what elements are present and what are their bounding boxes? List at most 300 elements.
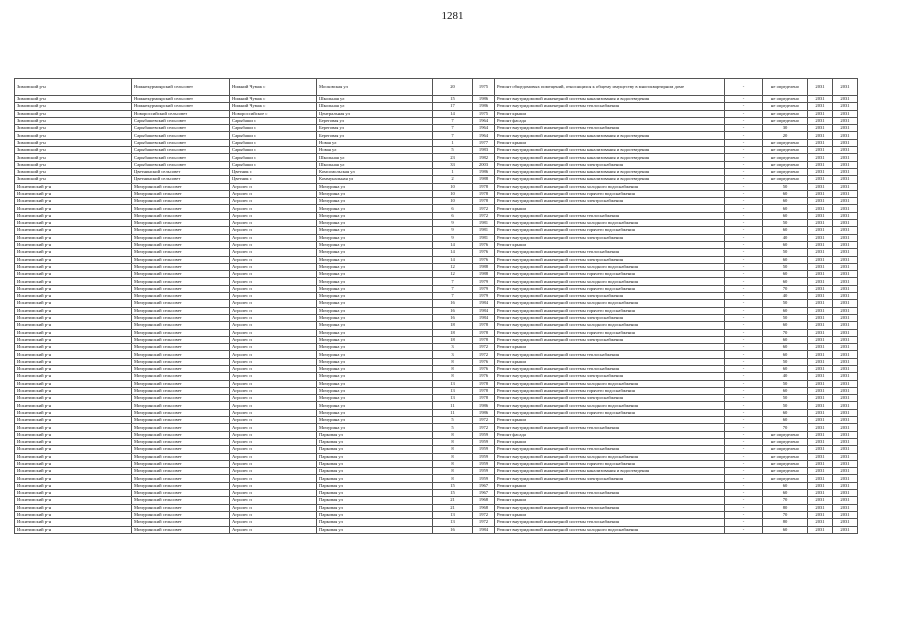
- year-built-cell: 1986: [473, 96, 495, 103]
- year-built-cell: 1959: [473, 475, 495, 482]
- settlement-cell: Мичуринский сельсовет: [132, 497, 230, 504]
- year-built-cell: 1976: [473, 365, 495, 372]
- street-cell: Мичурина ул: [317, 263, 433, 270]
- amount-cell: 70: [763, 329, 808, 336]
- street-cell: Мичурина ул: [317, 241, 433, 248]
- house-cell: 13: [433, 519, 473, 526]
- house-cell: 18: [433, 336, 473, 343]
- house-cell: 14: [433, 241, 473, 248]
- settlement-cell: Мичуринский сельсовет: [132, 446, 230, 453]
- year-end-cell: 2031: [833, 220, 858, 227]
- year-start-cell: 2031: [808, 132, 833, 139]
- house-cell: 8: [433, 365, 473, 372]
- year-start-cell: 2031: [808, 380, 833, 387]
- year-built-cell: 1984: [473, 307, 495, 314]
- amount-cell: не определено: [763, 453, 808, 460]
- district-cell: Зимовский р-н: [15, 117, 132, 124]
- locality-cell: Новороссийское с: [230, 110, 317, 117]
- year-start-cell: 2031: [808, 468, 833, 475]
- table-row: [15, 431, 858, 438]
- dash-cell: -: [725, 519, 763, 526]
- table-row: [15, 351, 858, 358]
- house-cell: 20: [433, 79, 473, 96]
- year-start-cell: 2031: [808, 307, 833, 314]
- settlement-cell: Мичуринский сельсовет: [132, 402, 230, 409]
- street-cell: Мичурина ул: [317, 387, 433, 394]
- amount-cell: не определено: [763, 79, 808, 96]
- table-row: [15, 511, 858, 518]
- year-end-cell: 2031: [833, 234, 858, 241]
- house-cell: 11: [433, 409, 473, 416]
- district-cell: Искитимский р-н: [15, 519, 132, 526]
- table-row: [15, 241, 858, 248]
- year-start-cell: 2031: [808, 490, 833, 497]
- district-cell: Искитимский р-н: [15, 402, 132, 409]
- locality-cell: Агролес п: [230, 387, 317, 394]
- table-row: [15, 314, 858, 321]
- table-row: [15, 103, 858, 110]
- year-end-cell: 2031: [833, 125, 858, 132]
- settlement-cell: Мичуринский сельсовет: [132, 475, 230, 482]
- settlement-cell: Мичуринский сельсовет: [132, 526, 230, 533]
- house-cell: 6: [433, 212, 473, 219]
- street-cell: Мичурина ул: [317, 249, 433, 256]
- amount-cell: 60: [763, 490, 808, 497]
- year-built-cell: 1984: [473, 314, 495, 321]
- year-end-cell: 2031: [833, 139, 858, 146]
- amount-cell: 50: [763, 402, 808, 409]
- street-cell: Мичурина ул: [317, 351, 433, 358]
- locality-cell: Агролес п: [230, 322, 317, 329]
- amount-cell: не определено: [763, 154, 808, 161]
- house-cell: 8: [433, 431, 473, 438]
- amount-cell: 60: [763, 526, 808, 533]
- work-type-cell: Ремонт внутридомовой инженерной системы канализования и водоотведения: [495, 154, 725, 161]
- street-cell: Мичурина ул: [317, 307, 433, 314]
- locality-cell: Агролес п: [230, 380, 317, 387]
- district-cell: Искитимский р-н: [15, 351, 132, 358]
- dash-cell: -: [725, 329, 763, 336]
- street-cell: Мичурина ул: [317, 278, 433, 285]
- table-row: [15, 497, 858, 504]
- settlement-cell: Мичуринский сельсовет: [132, 256, 230, 263]
- work-type-cell: Ремонт внутридомовой инженерной системы холодного водоснабжения: [495, 263, 725, 270]
- settlement-cell: Нижнекурмоярский сельсовет: [132, 103, 230, 110]
- year-start-cell: 2031: [808, 460, 833, 467]
- amount-cell: не определено: [763, 110, 808, 117]
- dash-cell: -: [725, 271, 763, 278]
- dash-cell: -: [725, 132, 763, 139]
- street-cell: Центральная ул: [317, 110, 433, 117]
- page-number: 1281: [441, 10, 464, 22]
- year-end-cell: 2031: [833, 424, 858, 431]
- locality-cell: Агролес п: [230, 300, 317, 307]
- year-built-cell: 1978: [473, 190, 495, 197]
- street-cell: Береговая ул: [317, 117, 433, 124]
- work-type-cell: Ремонт внутридомовой инженерной системы горячего водоснабжения: [495, 285, 725, 292]
- year-built-cell: 1972: [473, 205, 495, 212]
- amount-cell: 50: [763, 183, 808, 190]
- dash-cell: -: [725, 103, 763, 110]
- street-cell: Парковая ул: [317, 438, 433, 445]
- settlement-cell: Сарыбашевский сельсовет: [132, 117, 230, 124]
- work-type-cell: Ремонт внутридомовой инженерной системы теплоснабжения: [495, 103, 725, 110]
- amount-cell: 50: [763, 300, 808, 307]
- year-start-cell: 2031: [808, 176, 833, 183]
- year-built-cell: 1978: [473, 183, 495, 190]
- table-row: [15, 132, 858, 139]
- amount-cell: 70: [763, 497, 808, 504]
- work-type-cell: Ремонт крыши: [495, 241, 725, 248]
- work-type-cell: Ремонт крыши: [495, 358, 725, 365]
- work-type-cell: Ремонт внутридомовой инженерной системы теплоснабжения: [495, 490, 725, 497]
- year-built-cell: 1975: [473, 79, 495, 96]
- settlement-cell: Мичуринский сельсовет: [132, 249, 230, 256]
- work-type-cell: Ремонт крыши: [495, 438, 725, 445]
- table-row: [15, 234, 858, 241]
- year-start-cell: 2031: [808, 497, 833, 504]
- house-cell: 16: [433, 314, 473, 321]
- house-cell: 9: [433, 234, 473, 241]
- year-start-cell: 2031: [808, 285, 833, 292]
- amount-cell: не определено: [763, 96, 808, 103]
- settlement-cell: Мичуринский сельсовет: [132, 241, 230, 248]
- year-end-cell: 2031: [833, 212, 858, 219]
- dash-cell: -: [725, 241, 763, 248]
- year-built-cell: 1959: [473, 431, 495, 438]
- year-start-cell: 2031: [808, 154, 833, 161]
- table-row: [15, 190, 858, 197]
- year-built-cell: 1976: [473, 256, 495, 263]
- table-row: [15, 504, 858, 511]
- street-cell: Парковая ул: [317, 482, 433, 489]
- district-cell: Искитимский р-н: [15, 446, 132, 453]
- work-type-cell: Ремонт общедомовых помещений, относящихся к общему имуществу в многоквартирном доме: [495, 79, 725, 96]
- amount-cell: 50: [763, 220, 808, 227]
- district-cell: Искитимский р-н: [15, 271, 132, 278]
- dash-cell: -: [725, 468, 763, 475]
- settlement-cell: Мичуринский сельсовет: [132, 234, 230, 241]
- settlement-cell: Мичуринский сельсовет: [132, 271, 230, 278]
- work-type-cell: Ремонт внутридомовой инженерной системы теплоснабжения: [495, 125, 725, 132]
- work-type-cell: Ремонт фасада: [495, 431, 725, 438]
- work-type-cell: Ремонт внутридомовой инженерной системы холодного водоснабжения: [495, 322, 725, 329]
- year-end-cell: 2031: [833, 431, 858, 438]
- work-type-cell: Ремонт внутридомовой инженерной системы канализования и водоотведения: [495, 176, 725, 183]
- year-start-cell: 2031: [808, 198, 833, 205]
- year-start-cell: 2031: [808, 504, 833, 511]
- street-cell: Мичурина ул: [317, 329, 433, 336]
- year-built-cell: 1979: [473, 293, 495, 300]
- locality-cell: Агролес п: [230, 358, 317, 365]
- street-cell: Парковая ул: [317, 504, 433, 511]
- amount-cell: 50: [763, 380, 808, 387]
- house-cell: 16: [433, 307, 473, 314]
- district-cell: Искитимский р-н: [15, 511, 132, 518]
- settlement-cell: Мичуринский сельсовет: [132, 417, 230, 424]
- dash-cell: -: [725, 183, 763, 190]
- year-end-cell: 2031: [833, 154, 858, 161]
- settlement-cell: Мичуринский сельсовет: [132, 431, 230, 438]
- year-start-cell: 2031: [808, 526, 833, 533]
- year-built-cell: 1982: [473, 154, 495, 161]
- dash-cell: -: [725, 460, 763, 467]
- house-cell: 21: [433, 504, 473, 511]
- locality-cell: Агролес п: [230, 234, 317, 241]
- street-cell: Мичурина ул: [317, 409, 433, 416]
- settlement-cell: Мичуринский сельсовет: [132, 329, 230, 336]
- year-built-cell: 1975: [473, 110, 495, 117]
- year-start-cell: 2031: [808, 453, 833, 460]
- year-end-cell: 2031: [833, 183, 858, 190]
- year-end-cell: 2031: [833, 227, 858, 234]
- dash-cell: -: [725, 446, 763, 453]
- year-end-cell: 2031: [833, 314, 858, 321]
- amount-cell: не определено: [763, 139, 808, 146]
- year-built-cell: 1967: [473, 482, 495, 489]
- district-cell: Зимовский р-н: [15, 103, 132, 110]
- house-cell: 8: [433, 475, 473, 482]
- locality-cell: Агролес п: [230, 278, 317, 285]
- street-cell: Мичурина ул: [317, 220, 433, 227]
- district-cell: Зимовский р-н: [15, 176, 132, 183]
- settlement-cell: Мичуринский сельсовет: [132, 358, 230, 365]
- year-end-cell: 2031: [833, 176, 858, 183]
- table-row: [15, 147, 858, 154]
- table-row: [15, 395, 858, 402]
- year-built-cell: 1959: [473, 446, 495, 453]
- dash-cell: -: [725, 358, 763, 365]
- year-end-cell: 2031: [833, 205, 858, 212]
- street-cell: Парковая ул: [317, 453, 433, 460]
- locality-cell: Агролес п: [230, 241, 317, 248]
- year-start-cell: 2031: [808, 329, 833, 336]
- dash-cell: -: [725, 438, 763, 445]
- year-start-cell: 2031: [808, 344, 833, 351]
- street-cell: Парковая ул: [317, 431, 433, 438]
- settlement-cell: Мичуринский сельсовет: [132, 468, 230, 475]
- year-start-cell: 2031: [808, 271, 833, 278]
- year-built-cell: 1972: [473, 212, 495, 219]
- year-start-cell: 2031: [808, 220, 833, 227]
- year-end-cell: 2031: [833, 249, 858, 256]
- street-cell: Мичурина ул: [317, 234, 433, 241]
- settlement-cell: Мичуринский сельсовет: [132, 380, 230, 387]
- amount-cell: 60: [763, 336, 808, 343]
- district-cell: Зимовский р-н: [15, 139, 132, 146]
- table-row: [15, 365, 858, 372]
- house-cell: 10: [433, 183, 473, 190]
- year-end-cell: 2031: [833, 504, 858, 511]
- locality-cell: Сарыбаши с: [230, 147, 317, 154]
- district-cell: Искитимский р-н: [15, 468, 132, 475]
- street-cell: Коммунальная ул: [317, 176, 433, 183]
- table-row: [15, 519, 858, 526]
- work-type-cell: Ремонт крыши: [495, 205, 725, 212]
- dash-cell: -: [725, 453, 763, 460]
- year-start-cell: 2031: [808, 212, 833, 219]
- house-cell: 7: [433, 285, 473, 292]
- year-end-cell: 2031: [833, 103, 858, 110]
- dash-cell: -: [725, 402, 763, 409]
- locality-cell: Агролес п: [230, 468, 317, 475]
- street-cell: Парковая ул: [317, 511, 433, 518]
- dash-cell: -: [725, 96, 763, 103]
- amount-cell: не определено: [763, 446, 808, 453]
- locality-cell: Агролес п: [230, 212, 317, 219]
- year-built-cell: 1978: [473, 387, 495, 394]
- table-row: [15, 468, 858, 475]
- table-row: [15, 526, 858, 533]
- district-cell: Зимовский р-н: [15, 147, 132, 154]
- year-end-cell: 2031: [833, 132, 858, 139]
- year-start-cell: 2031: [808, 438, 833, 445]
- district-cell: Искитимский р-н: [15, 475, 132, 482]
- locality-cell: Агролес п: [230, 256, 317, 263]
- table-row: [15, 271, 858, 278]
- settlement-cell: Мичуринский сельсовет: [132, 438, 230, 445]
- house-cell: 8: [433, 373, 473, 380]
- year-built-cell: 1986: [473, 402, 495, 409]
- work-type-cell: Ремонт внутридомовой инженерной системы горячего водоснабжения: [495, 307, 725, 314]
- year-start-cell: 2031: [808, 234, 833, 241]
- district-cell: Искитимский р-н: [15, 256, 132, 263]
- year-end-cell: 2031: [833, 475, 858, 482]
- street-cell: Школьная ул: [317, 96, 433, 103]
- year-built-cell: 1979: [473, 285, 495, 292]
- work-type-cell: Ремонт крыши: [495, 110, 725, 117]
- work-type-cell: Ремонт внутридомовой инженерной системы канализования и водоотведения: [495, 168, 725, 175]
- locality-cell: Агролес п: [230, 344, 317, 351]
- work-type-cell: Ремонт внутридомовой инженерной системы теплоснабжения: [495, 504, 725, 511]
- year-start-cell: 2031: [808, 314, 833, 321]
- settlement-cell: Мичуринский сельсовет: [132, 212, 230, 219]
- dash-cell: -: [725, 314, 763, 321]
- year-start-cell: 2031: [808, 190, 833, 197]
- district-cell: Зимовский р-н: [15, 168, 132, 175]
- house-cell: 3: [433, 344, 473, 351]
- amount-cell: 70: [763, 511, 808, 518]
- year-start-cell: 2031: [808, 409, 833, 416]
- locality-cell: Агролес п: [230, 373, 317, 380]
- year-built-cell: 1988: [473, 176, 495, 183]
- district-cell: Искитимский р-н: [15, 234, 132, 241]
- work-type-cell: Ремонт крыши: [495, 139, 725, 146]
- house-cell: 14: [433, 249, 473, 256]
- year-start-cell: 2031: [808, 147, 833, 154]
- work-type-cell: Ремонт внутридомовой инженерной системы канализования и водоотведения: [495, 147, 725, 154]
- district-cell: Искитимский р-н: [15, 460, 132, 467]
- year-start-cell: 2031: [808, 103, 833, 110]
- street-cell: Мичурина ул: [317, 402, 433, 409]
- dash-cell: -: [725, 117, 763, 124]
- year-start-cell: 2031: [808, 402, 833, 409]
- amount-cell: 70: [763, 424, 808, 431]
- house-cell: 15: [433, 96, 473, 103]
- year-built-cell: 1978: [473, 198, 495, 205]
- district-cell: Искитимский р-н: [15, 249, 132, 256]
- amount-cell: не определено: [763, 168, 808, 175]
- locality-cell: Агролес п: [230, 460, 317, 467]
- amount-cell: 80: [763, 504, 808, 511]
- district-cell: Искитимский р-н: [15, 241, 132, 248]
- locality-cell: Агролес п: [230, 497, 317, 504]
- year-end-cell: 2031: [833, 395, 858, 402]
- work-type-cell: Ремонт внутридомовой инженерной системы горячего водоснабжения: [495, 409, 725, 416]
- year-built-cell: 1972: [473, 519, 495, 526]
- house-cell: 15: [433, 482, 473, 489]
- year-built-cell: 1983: [473, 147, 495, 154]
- settlement-cell: Мичуринский сельсовет: [132, 307, 230, 314]
- table-row: [15, 168, 858, 175]
- dash-cell: -: [725, 249, 763, 256]
- year-end-cell: 2031: [833, 190, 858, 197]
- house-cell: 12: [433, 263, 473, 270]
- year-start-cell: 2031: [808, 263, 833, 270]
- district-cell: Искитимский р-н: [15, 380, 132, 387]
- year-built-cell: 1964: [473, 125, 495, 132]
- work-type-cell: Ремонт внутридомовой инженерной системы холодного водоснабжения: [495, 380, 725, 387]
- house-cell: 8: [433, 460, 473, 467]
- house-cell: 21: [433, 497, 473, 504]
- work-type-cell: Ремонт внутридомовой инженерной системы электроснабжения: [495, 475, 725, 482]
- work-type-cell: Ремонт внутридомовой инженерной системы теплоснабжения: [495, 351, 725, 358]
- street-cell: Мичурина ул: [317, 344, 433, 351]
- district-cell: Зимовский р-н: [15, 79, 132, 96]
- amount-cell: 70: [763, 285, 808, 292]
- dash-cell: -: [725, 293, 763, 300]
- dash-cell: -: [725, 307, 763, 314]
- dash-cell: -: [725, 205, 763, 212]
- settlement-cell: Мичуринский сельсовет: [132, 460, 230, 467]
- settlement-cell: Мичуринский сельсовет: [132, 227, 230, 234]
- amount-cell: 60: [763, 482, 808, 489]
- dash-cell: -: [725, 198, 763, 205]
- street-cell: Парковая ул: [317, 490, 433, 497]
- table-row: [15, 417, 858, 424]
- settlement-cell: Новороссийский сельсовет: [132, 110, 230, 117]
- table-row: [15, 293, 858, 300]
- table-row: [15, 117, 858, 124]
- district-cell: Искитимский р-н: [15, 314, 132, 321]
- street-cell: Парковая ул: [317, 475, 433, 482]
- year-start-cell: 2031: [808, 293, 833, 300]
- locality-cell: Сарыбаши с: [230, 139, 317, 146]
- house-cell: 10: [433, 190, 473, 197]
- work-type-cell: Ремонт внутридомовой инженерной системы холодного водоснабжения: [495, 453, 725, 460]
- locality-cell: Сарыбаши с: [230, 161, 317, 168]
- year-end-cell: 2031: [833, 497, 858, 504]
- works-table: [14, 78, 858, 534]
- work-type-cell: Ремонт внутридомовой инженерной системы горячего водоснабжения: [495, 190, 725, 197]
- locality-cell: Агролес п: [230, 519, 317, 526]
- amount-cell: не определено: [763, 176, 808, 183]
- table-row: [15, 446, 858, 453]
- year-end-cell: 2031: [833, 79, 858, 96]
- dash-cell: -: [725, 234, 763, 241]
- locality-cell: Агролес п: [230, 329, 317, 336]
- settlement-cell: Мичуринский сельсовет: [132, 183, 230, 190]
- street-cell: Мичурина ул: [317, 358, 433, 365]
- amount-cell: 60: [763, 227, 808, 234]
- district-cell: Искитимский р-н: [15, 395, 132, 402]
- house-cell: 5: [433, 147, 473, 154]
- table-row: [15, 336, 858, 343]
- work-type-cell: Ремонт внутридомовой инженерной системы теплоснабжения: [495, 212, 725, 219]
- settlement-cell: Мичуринский сельсовет: [132, 365, 230, 372]
- district-cell: Искитимский р-н: [15, 212, 132, 219]
- year-built-cell: 1978: [473, 322, 495, 329]
